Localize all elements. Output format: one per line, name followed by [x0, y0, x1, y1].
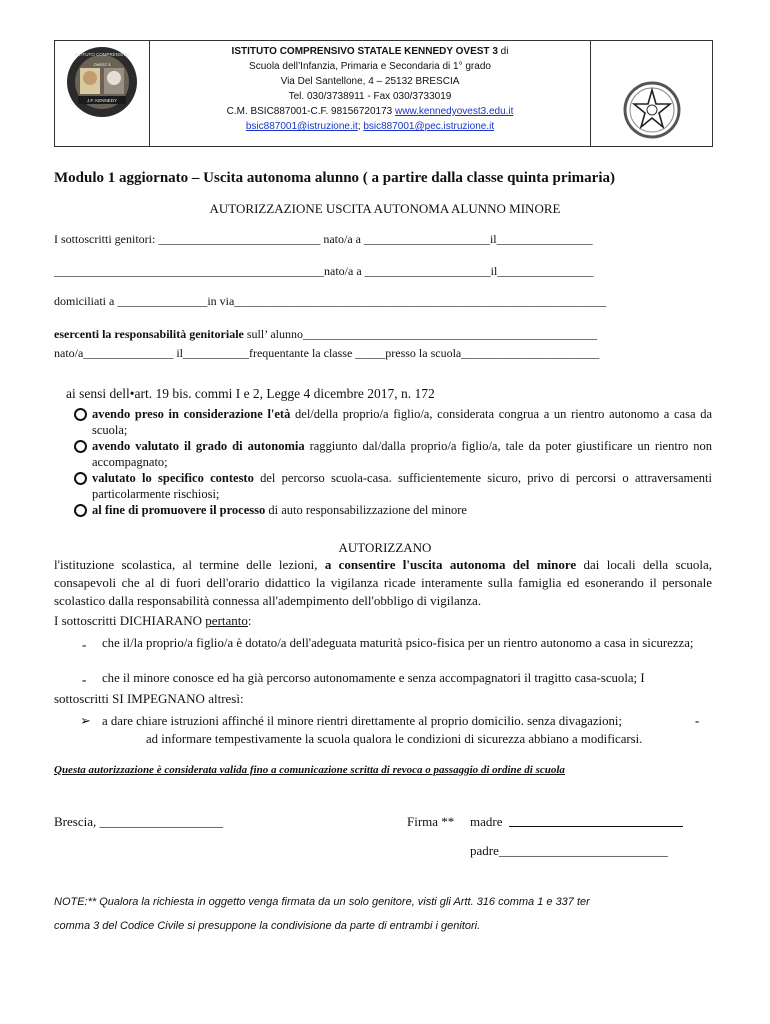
school-name-suffix: di — [497, 46, 509, 57]
consideration-text: raggiunto dal/dalla proprio/a figlio/a, tale da poter giustificare un rientro non accompagnato; — [92, 439, 712, 469]
student-line-rest: sull’ alunno_________________________________________________ — [243, 327, 597, 341]
ring-bullet-icon — [74, 408, 87, 421]
student-details-line[interactable]: nato/a_______________ il___________frequentante la classe _____presso la scuola_______________________ — [54, 346, 600, 360]
commit-item-1: a dare chiare istruzioni affinché il minore rientri direttamente al proprio domicilio. senza divagazioni; — [102, 714, 622, 728]
declare-heading — [54, 612, 712, 630]
place-date-field[interactable]: Brescia, ___________________ — [54, 814, 223, 829]
school-name: ISTITUTO COMPRENSIVO STATALE KENNEDY OVEST 3 — [231, 46, 498, 57]
ring-bullet-icon — [74, 440, 87, 453]
logo-label-text: OVEST 3 — [93, 62, 111, 67]
commit-item-1-mark: - — [695, 714, 700, 728]
legal-reference: ai sensi dell•art. 19 bis. commi I e 2, Legge 4 dicembre 2017, n. 172 — [66, 386, 435, 401]
arrow-bullet-icon: ➢ — [80, 713, 91, 728]
dash-bullet: - — [82, 672, 87, 687]
consideration-bold: avendo valutato il grado di autonomia — [92, 439, 305, 453]
consideration-bold: valutato lo specifico contesto — [92, 471, 254, 485]
email-separator: ; — [357, 121, 364, 132]
dash-bullet: - — [82, 637, 87, 652]
form-title: Modulo 1 aggiornato – Uscita autonoma alunno ( a partire dalla classe quinta primaria) — [54, 170, 615, 186]
mother-signature-label: madre — [470, 814, 503, 829]
consideration-bold: al fine di promuovere il processo — [92, 503, 266, 517]
consideration-bold: avendo preso in considerazione l'età — [92, 407, 291, 421]
declare-prefix: I sottoscritti DICHIARANO — [54, 613, 206, 628]
consideration-text: del percorso scuola-casa. sufficientemente sicuro, privo di percorsi o attraversamenti particolarmente rischiosi; — [92, 471, 712, 501]
parental-responsibility-label: esercenti la responsabilità genitoriale — [54, 327, 244, 341]
logo-top-text: ISTITUTO COMPRENSIVO — [74, 52, 130, 57]
ring-bullet-icon — [74, 504, 87, 517]
declaration-item: che il/la proprio/a figlio/a è dotato/a dell'adeguata maturità psico-fisica per un rientro autonomo a casa in sicurezza; — [102, 636, 694, 650]
declaration-item: che il minore conosce ed ha già percorso autonomamente e senza accompagnatori il tragitto casa-scuola; I — [102, 671, 645, 685]
consideration-item — [92, 470, 712, 502]
website-link[interactable]: www.kennedyovest3.edu.it — [395, 106, 514, 117]
note-line-2: comma 3 del Codice Civile si presuppone la condivisione da parte di entrambi i genitori. — [54, 920, 481, 932]
consideration-item — [92, 438, 712, 470]
logo-bottom-text: J.F. KENNEDY — [86, 98, 118, 103]
school-phone: Tel. 030/3738911 - Fax 030/3733019 — [288, 91, 452, 102]
validity-statement: Questa autorizzazione è considerata valida fino a comunicazione scritta di revoca o passaggio di ordine di scuola — [54, 764, 565, 776]
authorize-text-a: l'istituzione scolastica, al termine delle lezioni, — [54, 557, 325, 572]
second-parent-line[interactable]: _____________________________________________nato/a a _____________________il________________ — [54, 264, 594, 278]
student-line[interactable] — [54, 327, 597, 342]
note-line-1: NOTE:** Qualora la richiesta in oggetto venga firmata da un solo genitore, visti gli Artt. 316 comma 1 e 337 ter — [54, 896, 590, 908]
ring-bullet-icon — [74, 472, 87, 485]
letterhead-text — [150, 44, 590, 134]
email-link[interactable]: bsic887001@istruzione.it — [245, 121, 358, 132]
authorize-text-bold: a consentire l'uscita autonoma del minore — [324, 557, 577, 572]
consideration-text: del/della proprio/a figlio/a, considerata congrua a un rientro autonomo a casa da scuola; — [92, 407, 712, 437]
republic-emblem-icon — [622, 80, 682, 140]
parents-line[interactable]: I sottoscritti genitori: ___________________________ nato/a a _____________________il________________ — [54, 232, 593, 246]
consideration-item — [92, 406, 712, 438]
pec-email-link[interactable]: bsic887001@pec.istruzione.it — [363, 121, 495, 132]
authorize-text-b: dai locali della scuola, consapevoli che al di fuori dell'orario didattico la vigilanza ricade interamente sulla famiglia ed esonerando il personale scolastico dalla responsabilità connessa all'adempimento dell'obbligo di vigilanza. — [54, 557, 712, 608]
consideration-item — [92, 502, 712, 518]
school-address: Via Del Santellone, 4 – 25132 BRESCIA — [280, 76, 460, 87]
father-signature-field[interactable]: padre__________________________ — [470, 843, 668, 858]
form-subtitle: AUTORIZZAZIONE USCITA AUTONOMA ALUNNO MINORE — [209, 201, 561, 216]
domicile-line[interactable]: domiciliati a _______________in via______________________________________________________________ — [54, 294, 607, 308]
mother-signature-line[interactable] — [509, 826, 683, 827]
authorize-heading: AUTORIZZANO — [338, 540, 432, 555]
school-type: Scuola dell’Infanzia, Primaria e Secondaria di 1° grado — [249, 61, 491, 72]
signature-label: Firma ** — [407, 814, 455, 829]
authorize-paragraph — [54, 556, 712, 610]
commit-item-2: ad informare tempestivamente la scuola qualora le condizioni di sicurezza abbiano a modificarsi. — [146, 732, 643, 746]
commit-heading: sottoscritti SI IMPEGNANO altresì: — [54, 691, 244, 706]
school-codes: C.M. BSIC887001-C.F. 98156720173 — [226, 106, 396, 117]
consideration-text: di auto responsabilizzazione del minore — [265, 503, 467, 517]
declare-suffix: : — [247, 613, 252, 628]
school-logo — [66, 46, 138, 118]
declare-underlined: pertanto — [205, 613, 248, 628]
